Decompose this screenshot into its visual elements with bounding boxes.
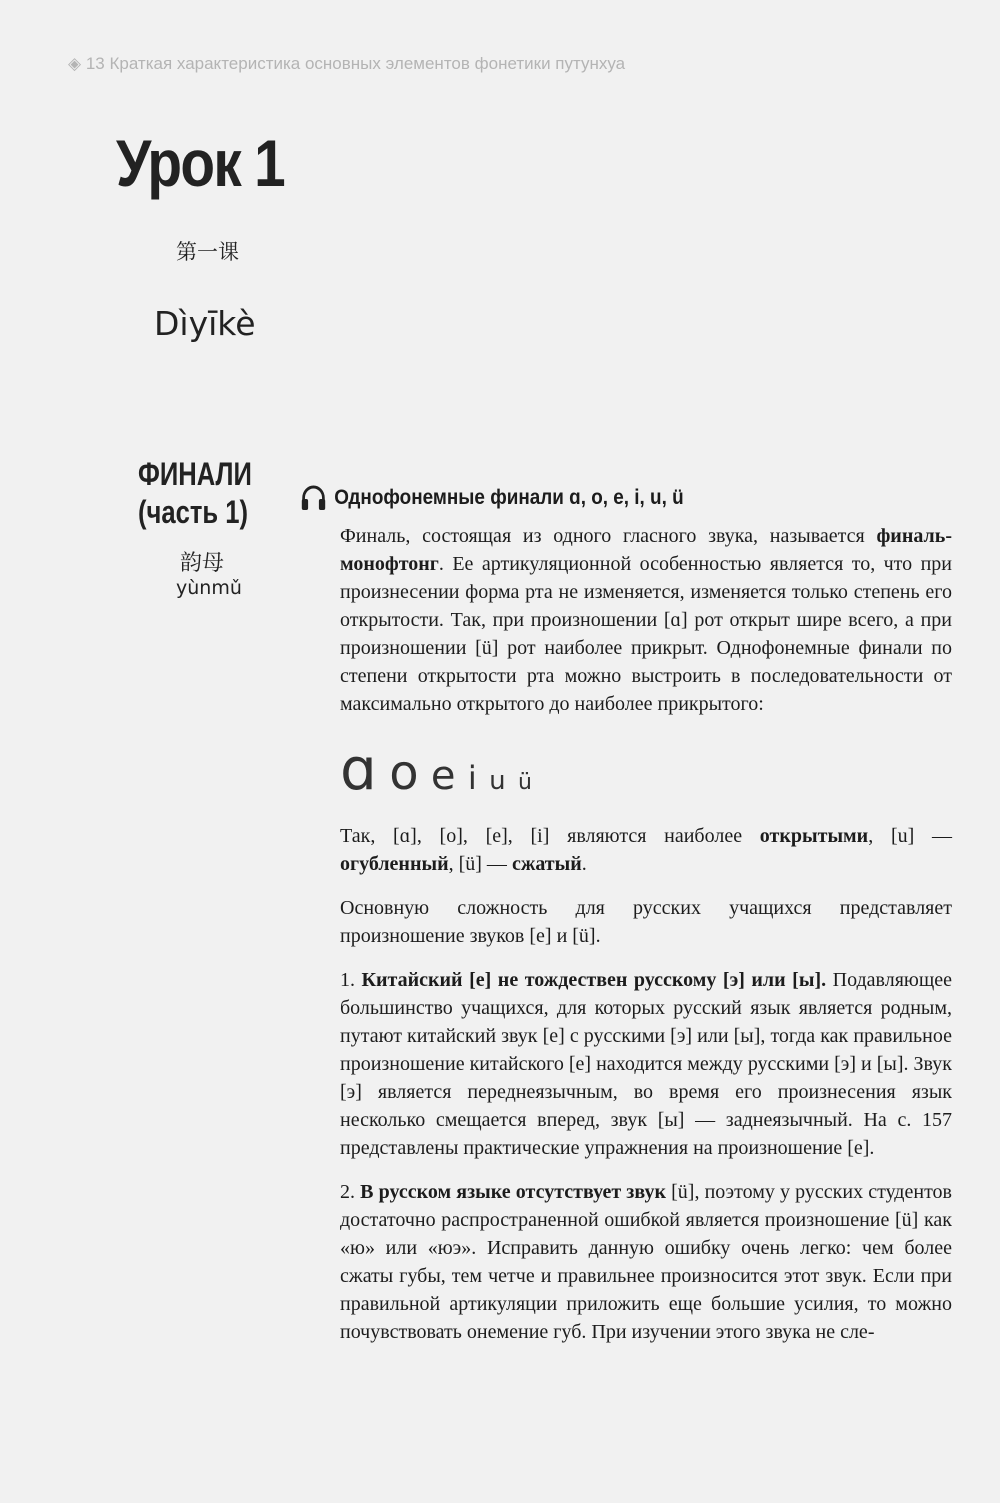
p2-text-g: . <box>581 853 587 875</box>
running-header <box>68 54 948 74</box>
p1-term: финаль-монофтонг <box>340 525 952 575</box>
p1-text-a: Финаль, состоящая из одного гласного звука, называется <box>340 525 877 547</box>
p1-text-c: . Ее артикуляционной особенностью является то, что при произнесении форма рта не изменяется, изменяется только степень его открытости. Так, при произношении [ɑ] рот открыт шире всего, а при произношении [ü] рот наиболее прикрыт. Однофонемные финали по степени открытости рта можно выстроить в последовательности от максимально открытого до наиболее прикрытого: <box>340 553 952 715</box>
section-title-line1: ФИНАЛИ <box>138 456 252 492</box>
lesson-chinese: 第一课 <box>176 240 239 264</box>
section-title-line2: (часть 1) <box>138 494 249 531</box>
main-text-column <box>334 480 953 1362</box>
p2-text-a: Так, [ɑ], [o], [e], [i] являются наиболее <box>340 825 760 847</box>
vowel-u-umlaut: ü <box>517 770 532 795</box>
paragraph-difficulty: Основную сложность для русских учащихся представляет произношение звуков [e] и [ü]. <box>340 897 952 947</box>
vowel-sequence <box>340 735 952 803</box>
paragraph-classification <box>340 822 952 878</box>
vowel-e: e <box>430 753 456 799</box>
p5-bold: В русском языке отсутствует звук <box>360 1181 666 1203</box>
p4-bold: Китайский [e] не тождествен русскому [э] или [ы]. <box>361 969 827 991</box>
vowel-o: o <box>389 745 419 801</box>
page-mark-icon: ◈ <box>68 54 82 73</box>
paragraph-intro <box>340 522 952 718</box>
lesson-pinyin: Dìyīkè <box>154 304 256 343</box>
left-column <box>68 118 308 599</box>
section-chinese: 韵母 <box>180 550 225 576</box>
vowel-i: i <box>467 759 477 797</box>
subsection-heading <box>300 484 887 512</box>
p2-term-open: открытыми <box>759 825 869 847</box>
paragraph-point-2 <box>340 1178 952 1346</box>
header-text: Краткая характеристика основных элементов фонетики путунхуа <box>109 54 626 73</box>
section-pinyin: yùnmǔ <box>176 576 242 599</box>
p2-text-e: , [ü] — <box>448 853 512 875</box>
p2-text-c: , [u] — <box>868 825 952 847</box>
p5-text: [ü], поэтому у русских студентов достаточно распространенной ошибкой является произношение [ü] как «ю» или «юэ». Исправить данную ошибку очень легко: чем более сжаты губы, тем четче и правильнее произносится этот звук. Если при правильной артикуляции приложить еще большие усилия, то можно почувствовать онемение губ. При изучении этого звука не сле- <box>340 1181 952 1343</box>
p4-text: Подавляющее большинство учащихся, для которых русский язык является родным, путают китайский звук [e] с русскими [э] или [ы], тогда как правильное произношение китайского [e] находится между русскими [э] и [ы]. Звук [э] является переднеязычным, во время его произнесения язык несколько смещается вперед, звук [ы] — заднеязычный. На с. 157 представлены практические упражнения на произношение [e]. <box>340 969 953 1159</box>
vowel-a: ɑ <box>340 735 377 803</box>
vowel-u: u <box>489 766 506 796</box>
p4-number: 1. <box>340 969 362 991</box>
p2-term-compressed: сжатый <box>511 853 582 875</box>
paragraph-point-1 <box>340 966 952 1162</box>
p2-term-rounded: огубленный <box>340 853 449 875</box>
section-title <box>138 455 274 532</box>
subsection-heading-text: Однофонемные финали ɑ, o, e, i, u, ü <box>334 486 684 509</box>
lesson-title: Урок 1 <box>116 126 284 200</box>
page-number: 13 <box>85 54 105 73</box>
p5-number: 2. <box>340 1181 361 1203</box>
headphones-icon <box>300 484 327 512</box>
